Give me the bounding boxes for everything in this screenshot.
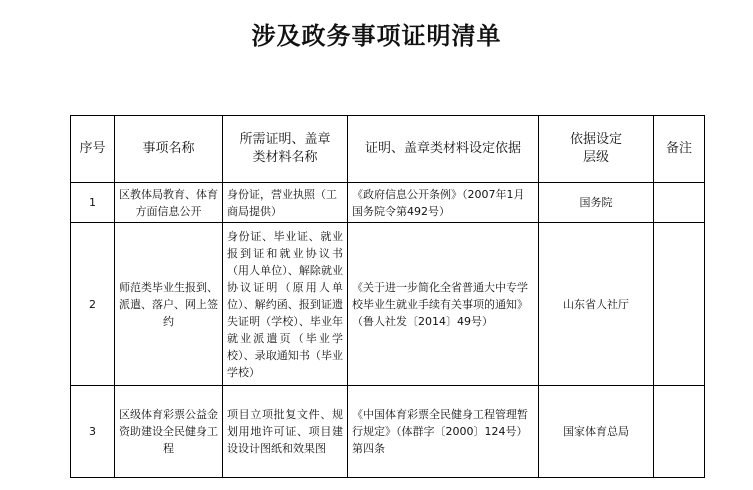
row-level: 国家体育总局 — [539, 386, 654, 478]
row-basis: 《政府信息公开条例》（2007年1月国务院令第492号） — [348, 183, 539, 223]
row-cert: 身份证、毕业证、就业报到证和就业协议书（用人单位）、解除就业协议证明（原用人单位）、解约函、报到证遗失证明（学校）、毕业年就业派遣页（毕业学校）、录取通知书（毕业学校） — [223, 223, 348, 386]
row-basis: 《中国体育彩票全民健身工程管理暂行规定》（体群字〔2000〕124号）第四条 — [348, 386, 539, 478]
certificate-list-table — [70, 115, 705, 478]
row-seq: 2 — [71, 223, 115, 386]
row-seq: 3 — [71, 386, 115, 478]
table-row — [71, 386, 705, 478]
row-note — [654, 183, 705, 223]
row-item: 师范类毕业生报到、派遣、落户、网上签约 — [115, 223, 223, 386]
table-header-row — [71, 116, 705, 183]
header-cert-text: 所需证明、盖章类材料名称 — [239, 132, 331, 165]
row-cert: 身份证，营业执照（工商局提供） — [223, 183, 348, 223]
page-title: 涉及政务事项证明清单 — [251, 21, 502, 50]
header-note: 备注 — [654, 116, 705, 183]
row-note — [654, 223, 705, 386]
header-basis: 证明、盖章类材料设定依据 — [348, 116, 539, 183]
table-row — [71, 223, 705, 386]
header-seq: 序号 — [71, 116, 115, 183]
table-row — [71, 183, 705, 223]
row-seq: 1 — [71, 183, 115, 223]
row-basis: 《关于进一步简化全省普通大中专学校毕业生就业手续有关事项的通知》（鲁人社发〔2014〕49号） — [348, 223, 539, 386]
header-level — [539, 116, 654, 183]
header-level-text: 依据设定层级 — [569, 132, 622, 165]
row-item: 区级体育彩票公益金资助建设全民健身工程 — [115, 386, 223, 478]
row-item: 区教体局教育、体育方面信息公开 — [115, 183, 223, 223]
row-note — [654, 386, 705, 478]
row-level: 山东省人社厅 — [539, 223, 654, 386]
header-item: 事项名称 — [115, 116, 223, 183]
header-cert — [223, 116, 348, 183]
row-level: 国务院 — [539, 183, 654, 223]
row-cert: 项目立项批复文件、规划用地许可证、项目建设设计图纸和效果图 — [223, 386, 348, 478]
